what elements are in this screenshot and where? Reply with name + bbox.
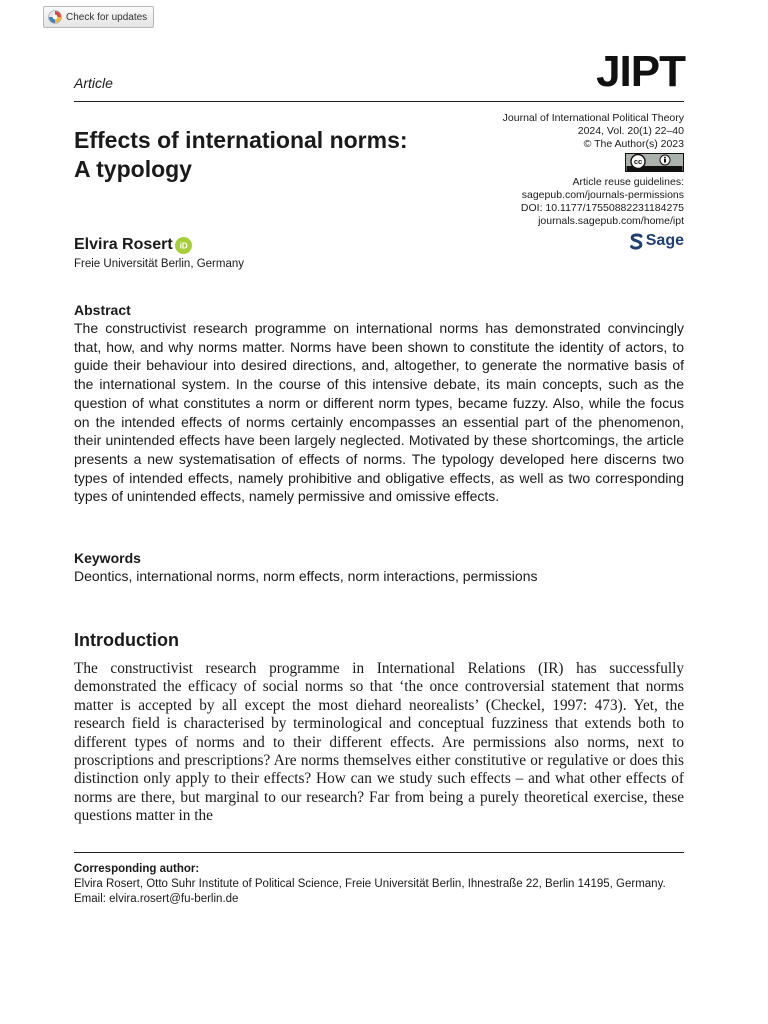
journal-name: Journal of International Political Theory xyxy=(502,112,684,124)
correspondence-block xyxy=(74,862,684,907)
doi[interactable]: DOI: 10.1177/17550882231184275 xyxy=(520,202,684,214)
abstract-heading: Abstract xyxy=(74,302,131,318)
correspondence-email[interactable]: Email: elvira.rosert@fu-berlin.de xyxy=(74,893,239,905)
permissions-link[interactable]: sagepub.com/journals-permissions xyxy=(521,189,684,201)
sage-logo-icon xyxy=(630,233,643,250)
author-name: Elvira Rosert xyxy=(74,236,173,253)
correspondence-address: Elvira Rosert, Otto Suhr Institute of Political Science, Freie Universität Berlin, Ihnestraße 22, Berlin 14195, Germany. xyxy=(74,878,666,890)
title-line-1: Effects of international norms: xyxy=(74,127,408,153)
check-for-updates-label: Check for updates xyxy=(66,11,148,23)
cc-by-icon[interactable] xyxy=(625,153,684,172)
crossmark-icon xyxy=(48,10,62,24)
svg-text:iD: iD xyxy=(179,241,188,251)
journal-metadata xyxy=(444,112,684,228)
title-line-2: A typology xyxy=(74,156,192,182)
orcid-icon[interactable] xyxy=(175,237,192,254)
footnote-divider xyxy=(74,852,684,853)
copyright-notice: © The Author(s) 2023 xyxy=(583,138,684,150)
introduction-text: The constructivist research programme in International Relations (IR) has successfully demonstrated the efficacy of social norms so that ‘the once controversial statement that norms matter is accepted by all except the most diehard neorealists’ (Checkel, 1997: 473). Yet, the research field is characterised by terminological and conceptual fuzziness that extends both to different types of norms and to their different effects. Are permissions also norms, next to proscriptions and prescriptions? Are norms themselves either constitutive or regulative or does this distinction only apply to their effects? How can we study such effects – and what other effects of norms are there, but marginal to our research? Far from being a purely theoretical exercise, these questions matter in the xyxy=(74,660,684,825)
author-line xyxy=(74,236,192,254)
journal-home-link[interactable]: journals.sagepub.com/home/ipt xyxy=(538,215,684,227)
svg-text:cc: cc xyxy=(633,157,643,167)
correspondence-heading: Corresponding author: xyxy=(74,863,200,875)
publisher-logo xyxy=(630,232,684,250)
publisher-name: Sage xyxy=(645,232,684,249)
introduction-heading: Introduction xyxy=(74,630,179,650)
abstract-text: The constructivist research programme on international norms has demonstrated convincingly that, how, and why norms matter. Norms have been shown to constitute the identity of actors, to guide their behaviour into desired directions, and, altogether, to generate the normative basis of the international system. In the course of this intensive debate, its main concepts, such as the question of what constitutes a norm or different norm types, became fuzzy. Also, while the focus on the intended effects of norms certainly encompasses an essential part of the phenomenon, their unintended effects have been largely neglected. Motivated by these shortcomings, the article presents a new systematisation of effects of norms. The typology developed here discerns two types of intended effects, namely prohibitive and obligative effects, as well as two corresponding types of unintended effects, namely permissive and omissive effects. xyxy=(74,320,684,505)
keywords-text: Deontics, international norms, norm effects, norm interactions, permissions xyxy=(74,568,538,584)
header-divider xyxy=(74,101,684,102)
check-for-updates-button[interactable] xyxy=(43,6,154,28)
journal-issue: 2024, Vol. 20(1) 22–40 xyxy=(577,125,684,137)
author-affiliation: Freie Universität Berlin, Germany xyxy=(74,258,244,270)
journal-logo: JIPT xyxy=(596,47,685,96)
keywords-heading: Keywords xyxy=(74,550,141,566)
reuse-guidelines-label: Article reuse guidelines: xyxy=(572,176,684,188)
article-type-label: Article xyxy=(74,75,113,91)
article-title xyxy=(74,126,484,184)
